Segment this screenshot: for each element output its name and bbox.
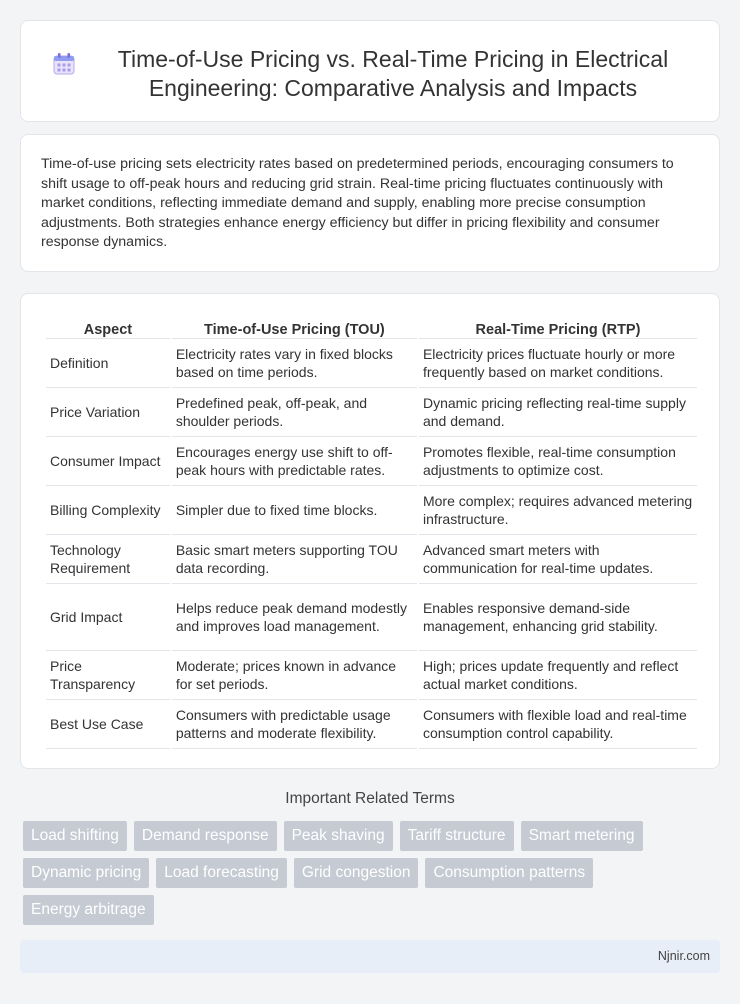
term-tag[interactable]: Dynamic pricing (23, 858, 149, 888)
term-tag[interactable]: Energy arbitrage (23, 895, 154, 925)
cell-rtp: More complex; requires advanced metering infrastructure. (419, 486, 697, 535)
related-terms-list (23, 821, 723, 925)
cell-aspect: Price Variation (46, 388, 170, 437)
term-tag[interactable]: Load shifting (23, 821, 127, 851)
cell-aspect: Grid Impact (46, 584, 170, 651)
term-tag[interactable]: Smart metering (521, 821, 643, 851)
table-header-row (46, 315, 697, 339)
table-row (46, 535, 697, 584)
calendar-icon (51, 51, 77, 77)
table-row (46, 437, 697, 486)
cell-aspect: Best Use Case (46, 700, 170, 749)
cell-aspect: Billing Complexity (46, 486, 170, 535)
column-header-aspect: Aspect (46, 315, 170, 339)
table-row (46, 388, 697, 437)
cell-tou: Moderate; prices known in advance for set periods. (172, 651, 417, 700)
cell-rtp: Advanced smart meters with communication for real-time updates. (419, 535, 697, 584)
footer-site-link[interactable]: Njnir.com (657, 949, 710, 963)
cell-rtp: High; prices update frequently and reflect actual market conditions. (419, 651, 697, 700)
comparison-table-card (20, 293, 720, 769)
cell-tou: Electricity rates vary in fixed blocks based on time periods. (172, 339, 417, 388)
cell-tou: Helps reduce peak demand modestly and improves load management. (172, 584, 417, 651)
comparison-table (44, 315, 699, 749)
term-tag[interactable]: Consumption patterns (425, 858, 593, 888)
column-header-rtp: Real-Time Pricing (RTP) (419, 315, 697, 339)
cell-rtp: Enables responsive demand-side management, enhancing grid stability. (419, 584, 697, 651)
cell-rtp: Promotes flexible, real-time consumption adjustments to optimize cost. (419, 437, 697, 486)
summary-text: Time-of-use pricing sets electricity rates based on predetermined periods, encouraging consumers to shift usage to off-peak hours and reducing grid strain. Real-time pricing fluctuates continuously with market conditions, reflecting immediate demand and supply, enabling more precise consumption adjustments. Both strategies enhance energy efficiency but differ in pricing flexibility and consumer response dynamics. (41, 156, 674, 251)
cell-tou: Consumers with predictable usage patterns and moderate flexibility. (172, 700, 417, 749)
table-row (46, 486, 697, 535)
cell-aspect: Technology Requirement (46, 535, 170, 584)
cell-tou: Predefined peak, off-peak, and shoulder periods. (172, 388, 417, 437)
table-row (46, 339, 697, 388)
cell-aspect: Definition (46, 339, 170, 388)
cell-rtp: Dynamic pricing reflecting real-time supply and demand. (419, 388, 697, 437)
title-card (20, 20, 720, 122)
summary-card (20, 134, 720, 272)
cell-aspect: Consumer Impact (46, 437, 170, 486)
column-header-tou: Time-of-Use Pricing (TOU) (172, 315, 417, 339)
related-terms-heading: Important Related Terms (285, 790, 455, 807)
page-title: Time-of-Use Pricing vs. Real-Time Pricing in Electrical Engineering: Comparative Analysis and Impacts (117, 46, 669, 101)
term-tag[interactable]: Peak shaving (284, 821, 393, 851)
table-row (46, 700, 697, 749)
cell-rtp: Electricity prices fluctuate hourly or more frequently based on market conditions. (419, 339, 697, 388)
footer (20, 940, 720, 973)
cell-tou: Simpler due to fixed time blocks. (172, 486, 417, 535)
cell-aspect: Price Transparency (46, 651, 170, 700)
term-tag[interactable]: Demand response (134, 821, 277, 851)
term-tag[interactable]: Tariff structure (400, 821, 514, 851)
term-tag[interactable]: Load forecasting (156, 858, 287, 888)
term-tag[interactable]: Grid congestion (294, 858, 419, 888)
table-row (46, 651, 697, 700)
table-row (46, 584, 697, 651)
cell-tou: Encourages energy use shift to off-peak hours with predictable rates. (172, 437, 417, 486)
cell-tou: Basic smart meters supporting TOU data recording. (172, 535, 417, 584)
cell-rtp: Consumers with flexible load and real-time consumption control capability. (419, 700, 697, 749)
